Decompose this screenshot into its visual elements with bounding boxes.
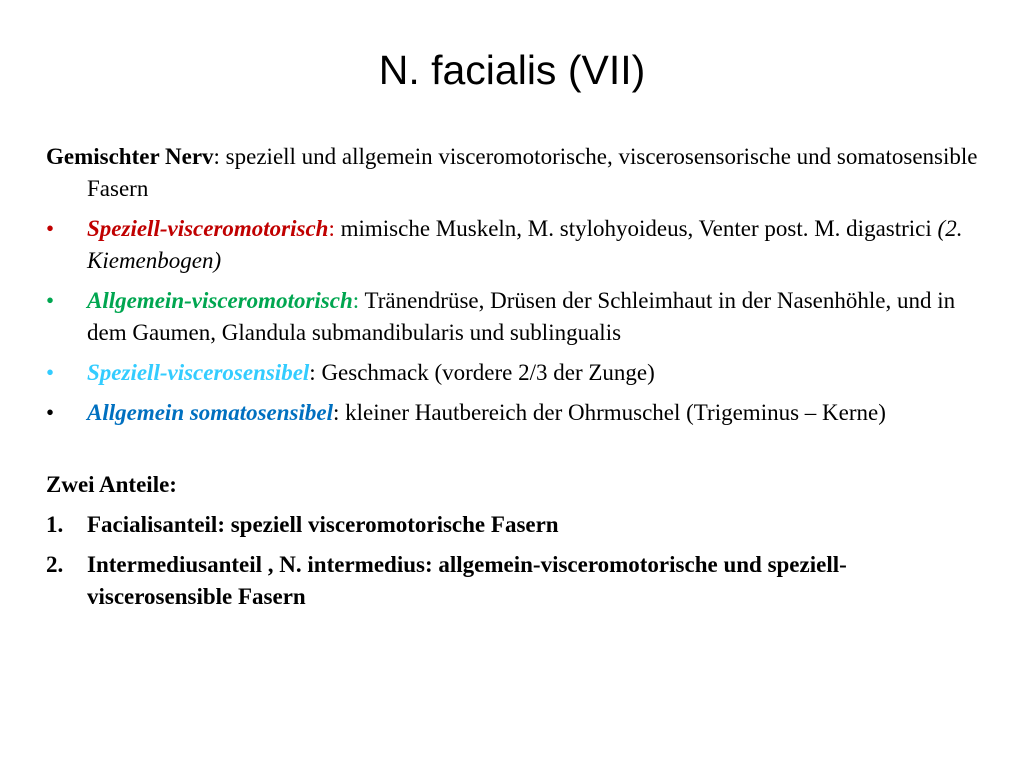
bullet-colon: : — [328, 216, 335, 241]
bullet-term: Allgemein-visceromotorisch — [87, 288, 353, 313]
slide-title: N. facialis (VII) — [378, 47, 646, 93]
item-text: Facialisanteil: speziell visceromotorische Fasern — [87, 512, 559, 537]
intro-text: : speziell und allgemein visceromotorische, viscerosensorische und somatosensible Fasern — [87, 144, 978, 201]
numbered-item — [46, 509, 986, 541]
intro-term: Gemischter Nerv — [46, 144, 214, 169]
bullet-term: Speziell-viscerosensibel — [87, 360, 310, 385]
bullet-text: mimische Muskeln, M. stylohyoideus, Venter post. M. digastrici — [334, 216, 938, 241]
bullet-text: kleiner Hautbereich der Ohrmuschel (Trigeminus – Kerne) — [339, 400, 886, 425]
intro-paragraph — [46, 141, 986, 205]
item-text: Intermediusanteil , N. intermedius: allgemein-visceromotorische und speziell-viscerosensible Fasern — [87, 552, 847, 609]
bullet-marker: • — [46, 216, 55, 241]
bullet-colon: : — [352, 288, 360, 313]
bullet-colon: : — [309, 360, 316, 385]
item-number: 2. — [46, 552, 64, 577]
bullet-item — [46, 357, 986, 389]
item-number: 1. — [46, 512, 64, 537]
bullet-item — [46, 285, 986, 349]
slide-body — [46, 141, 986, 621]
bullet-term: Speziell-visceromotorisch — [87, 216, 329, 241]
bullet-marker: • — [46, 288, 55, 313]
bullet-term: Allgemein somatosensibel — [87, 400, 333, 425]
bullet-text: Tränendrüse, Drüsen der Schleimhaut in der Nasenhöhle, und in dem Gaumen, Glandula submandibularis und sublingualis — [87, 288, 956, 345]
bullet-note: (2. Kiemenbogen) — [87, 216, 963, 273]
bullet-text: Geschmack (vordere 2/3 der Zunge) — [315, 360, 655, 385]
numbered-item — [46, 549, 986, 613]
bullet-item — [46, 397, 986, 429]
spacer — [46, 437, 986, 469]
bullet-marker: • — [46, 360, 55, 385]
bullet-colon: : — [332, 400, 340, 425]
parts-heading: Zwei Anteile: — [46, 472, 177, 497]
bullet-marker: • — [46, 400, 55, 425]
bullet-item — [46, 213, 986, 277]
